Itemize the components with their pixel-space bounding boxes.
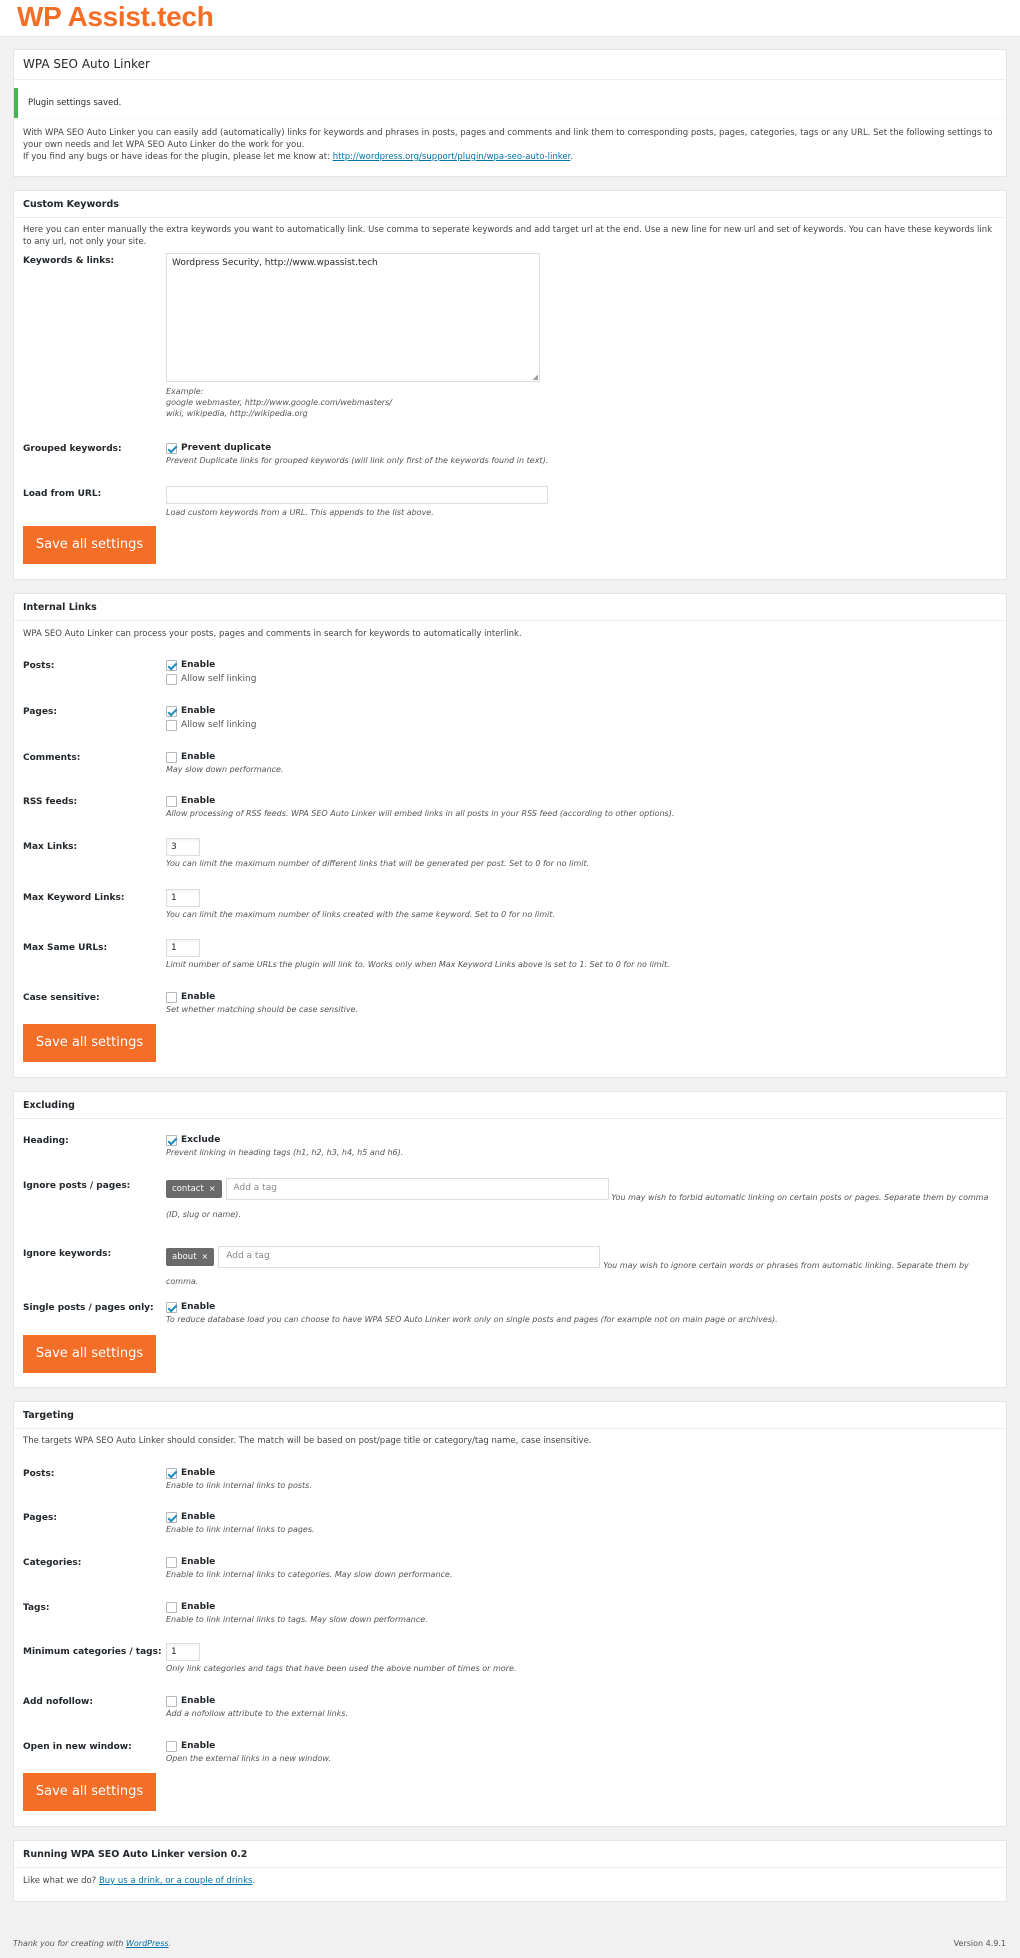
custom-keywords-title: Custom Keywords (14, 191, 1006, 218)
max-keyword-input[interactable]: 1 (166, 889, 200, 907)
t-tags-label: Tags: (23, 1603, 50, 1613)
t-newwin-label: Open in new window: (23, 1742, 132, 1752)
rss-enable-checkbox[interactable] (166, 796, 177, 807)
posts-enable-checkbox[interactable] (166, 660, 177, 671)
pages-self-label: Allow self linking (181, 720, 257, 730)
t-nofollow-checkbox[interactable] (166, 1696, 177, 1707)
custom-keywords-desc: Here you can enter manually the extra keywords you want to automatically link. Use comma to seperate keywords and add target url at the end. Use a new line for new url and set of keywords. You can have these keywords link to any url, not only your site. (23, 225, 993, 247)
url-hint: Load custom keywords from a URL. This appends to the list above. (166, 508, 434, 517)
t-nofollow-cb-label: Enable (181, 1696, 216, 1706)
t-tags-checkbox[interactable] (166, 1602, 177, 1613)
max-same-input[interactable]: 1 (166, 939, 200, 957)
t-posts-cb-label: Enable (181, 1468, 216, 1478)
ignore-posts-hint: You may wish to forbid automatic linking on certain posts or pages. Separate them by comma (ID, slug or name). (166, 1192, 989, 1219)
single-label: Single posts / pages only: (23, 1303, 154, 1313)
donate-link[interactable]: Buy us a drink, or a couple of drinks (98, 1876, 253, 1886)
running-title: Running WPA SEO Auto Linker version 0.2 (14, 1841, 1006, 1868)
comments-label: Comments: (23, 753, 81, 763)
targeting-desc: The targets WPA SEO Auto Linker should consider. The match will be based on post/page title or category/tag name, case insensitive. (23, 1436, 592, 1446)
keywords-label: Keywords & links: (23, 256, 115, 266)
t-cats-checkbox[interactable] (166, 1557, 177, 1568)
comments-enable-checkbox[interactable] (166, 752, 177, 763)
intro-panel (13, 49, 1007, 177)
running-end: . (252, 1876, 256, 1886)
rss-hint: Allow processing of RSS feeds. WPA SEO Auto Linker will embed links in all posts in your RSS feed (according to other options). (166, 809, 675, 818)
keywords-textarea[interactable] (166, 253, 540, 382)
internal-links-panel (13, 593, 1007, 1078)
t-posts-hint: Enable to link internal links to posts. (166, 1481, 312, 1490)
rss-enable-label: Enable (181, 796, 216, 806)
internal-links-title: Internal Links (14, 594, 1006, 621)
posts-label: Posts: (23, 661, 55, 671)
case-hint: Set whether matching should be case sensitive. (166, 1005, 359, 1014)
pages-enable-checkbox[interactable] (166, 706, 177, 717)
grouped-hint: Prevent Duplicate links for grouped keywords (will link only first of the keywords found in text). (166, 456, 549, 465)
t-min-label: Minimum categories / tags: (23, 1647, 162, 1657)
t-newwin-cb-label: Enable (181, 1741, 216, 1751)
t-pages-checkbox[interactable] (166, 1512, 177, 1523)
save-button[interactable]: Save all settings (23, 1024, 156, 1062)
t-cats-cb-label: Enable (181, 1557, 216, 1567)
t-pages-cb-label: Enable (181, 1512, 216, 1522)
t-tags-cb-label: Enable (181, 1602, 216, 1612)
footer-version: Version 4.9.1 (953, 1939, 1006, 1948)
save-button[interactable]: Save all settings (23, 1335, 156, 1373)
max-links-label: Max Links: (23, 842, 78, 852)
internal-links-desc: WPA SEO Auto Linker can process your posts, pages and comments in search for keywords to automatically interlink. (23, 629, 522, 639)
pages-self-checkbox[interactable] (166, 720, 177, 731)
site-logo[interactable]: WP Assist.tech (17, 1, 214, 32)
support-link[interactable]: http://wordpress.org/support/plugin/wpa-seo-auto-linker (332, 152, 571, 162)
t-posts-label: Posts: (23, 1469, 55, 1479)
posts-self-checkbox[interactable] (166, 674, 177, 685)
heading-label: Heading: (23, 1136, 69, 1146)
wordpress-link[interactable]: WordPress (125, 1939, 169, 1948)
heading-exclude-label: Exclude (181, 1135, 221, 1145)
custom-keywords-panel (13, 190, 1007, 580)
top-bar (0, 0, 1020, 37)
t-newwin-checkbox[interactable] (166, 1741, 177, 1752)
max-keyword-hint: You can limit the maximum number of links created with the same keyword. Set to 0 for no limit. (166, 910, 555, 919)
example-title: Example: (166, 387, 204, 396)
load-url-input[interactable] (166, 486, 548, 504)
url-label: Load from URL: (23, 489, 102, 499)
max-links-input[interactable]: 3 (166, 838, 200, 856)
prevent-duplicate-checkbox[interactable] (166, 443, 177, 454)
heading-hint: Prevent linking in heading tags (h1, h2, h3, h4, h5 and h6). (166, 1148, 404, 1157)
comments-hint: May slow down performance. (166, 765, 284, 774)
t-pages-hint: Enable to link internal links to pages. (166, 1525, 315, 1534)
targeting-panel (13, 1401, 1007, 1827)
max-same-hint: Limit number of same URLs the plugin will link to. Works only when Max Keyword Links above is set to 1. Set to 0 for no limit. (166, 960, 670, 969)
heading-exclude-checkbox[interactable] (166, 1135, 177, 1146)
t-min-input[interactable]: 1 (166, 1643, 200, 1661)
t-tags-hint: Enable to link internal links to tags. May slow down performance. (166, 1615, 428, 1624)
tag-chip-text: about (172, 1252, 197, 1262)
pages-enable-label: Enable (181, 706, 216, 716)
bugs-line (23, 151, 998, 163)
rss-label: RSS feeds: (23, 797, 78, 807)
tag-chip (166, 1248, 214, 1266)
targeting-title: Targeting (14, 1402, 1006, 1429)
grouped-label: Grouped keywords: (23, 444, 122, 454)
single-enable-checkbox[interactable] (166, 1302, 177, 1313)
t-cats-hint: Enable to link internal links to categories. May slow down performance. (166, 1570, 453, 1579)
page-title: WPA SEO Auto Linker (14, 50, 1006, 80)
tag-chip-text: contact (172, 1184, 204, 1194)
comments-enable-label: Enable (181, 752, 216, 762)
remove-tag-icon[interactable]: × (208, 1184, 216, 1193)
running-line (23, 1875, 998, 1887)
bugs-line-end: . (570, 152, 574, 162)
save-button[interactable]: Save all settings (23, 526, 156, 564)
ignore-keywords-label: Ignore keywords: (23, 1249, 112, 1259)
t-min-hint: Only link categories and tags that have been used the above number of times or more. (166, 1664, 517, 1673)
max-links-hint: You can limit the maximum number of different links that will be generated per post. Set to 0 for no limit. (166, 859, 590, 868)
t-posts-checkbox[interactable] (166, 1468, 177, 1479)
footer-end: . (168, 1939, 172, 1948)
posts-enable-label: Enable (181, 660, 216, 670)
resize-handle-icon[interactable]: ◢ (532, 373, 538, 381)
intro-description: With WPA SEO Auto Linker you can easily add (automatically) links for keywords and phrases in posts, pages and comments and link them to corresponding posts, pages, categories, tags or any URL. Set the following settings to your own needs and let WPA SEO Auto Linker do the work for you. (23, 128, 993, 150)
single-hint: To reduce database load you can choose to have WPA SEO Auto Linker work only on single posts and pages (for example not on main page or archives). (166, 1315, 778, 1324)
t-pages-label: Pages: (23, 1513, 57, 1523)
example-line-1: google webmaster, http://www.google.com/webmasters/ (166, 398, 392, 407)
max-keyword-label: Max Keyword Links: (23, 893, 125, 903)
case-enable-label: Enable (181, 992, 216, 1002)
single-enable-label: Enable (181, 1302, 216, 1312)
posts-self-label: Allow self linking (181, 674, 257, 684)
settings-saved-notice (14, 88, 1006, 118)
t-cats-label: Categories: (23, 1558, 82, 1568)
running-text: Like what we do? (23, 1876, 97, 1886)
footer-thanks (13, 1939, 171, 1948)
bugs-text: If you find any bugs or have ideas for the plugin, please let me know at: (23, 152, 330, 162)
notice-text: Plugin settings saved. (28, 98, 122, 108)
ignore-keywords-input[interactable]: Add a tag (218, 1246, 600, 1268)
keywords-value: Wordpress Security, http://www.wpassist.tech (172, 258, 378, 268)
tag-chip (166, 1180, 222, 1198)
prevent-duplicate-label: Prevent duplicate (181, 443, 272, 453)
pages-label: Pages: (23, 707, 57, 717)
max-same-label: Max Same URLs: (23, 943, 108, 953)
ignore-posts-label: Ignore posts / pages: (23, 1181, 131, 1191)
case-enable-checkbox[interactable] (166, 992, 177, 1003)
t-nofollow-hint: Add a nofollow attribute to the external links. (166, 1709, 349, 1718)
excluding-panel (13, 1091, 1007, 1388)
excluding-title: Excluding (14, 1092, 1006, 1119)
t-nofollow-label: Add nofollow: (23, 1697, 93, 1707)
example-line-2: wiki, wikipedia, http://wikipedia.org (166, 409, 308, 418)
ignore-posts-input[interactable]: Add a tag (226, 1178, 609, 1200)
ignore-keywords-hint: You may wish to ignore certain words or phrases from automatic linking. Separate them by comma. (166, 1260, 969, 1286)
running-panel (13, 1840, 1007, 1902)
t-newwin-hint: Open the external links in a new window. (166, 1754, 331, 1763)
footer-thanks-text: Thank you for creating with (13, 1939, 124, 1948)
save-button[interactable]: Save all settings (23, 1773, 156, 1811)
remove-tag-icon[interactable]: × (201, 1252, 209, 1261)
case-label: Case sensitive: (23, 993, 100, 1003)
